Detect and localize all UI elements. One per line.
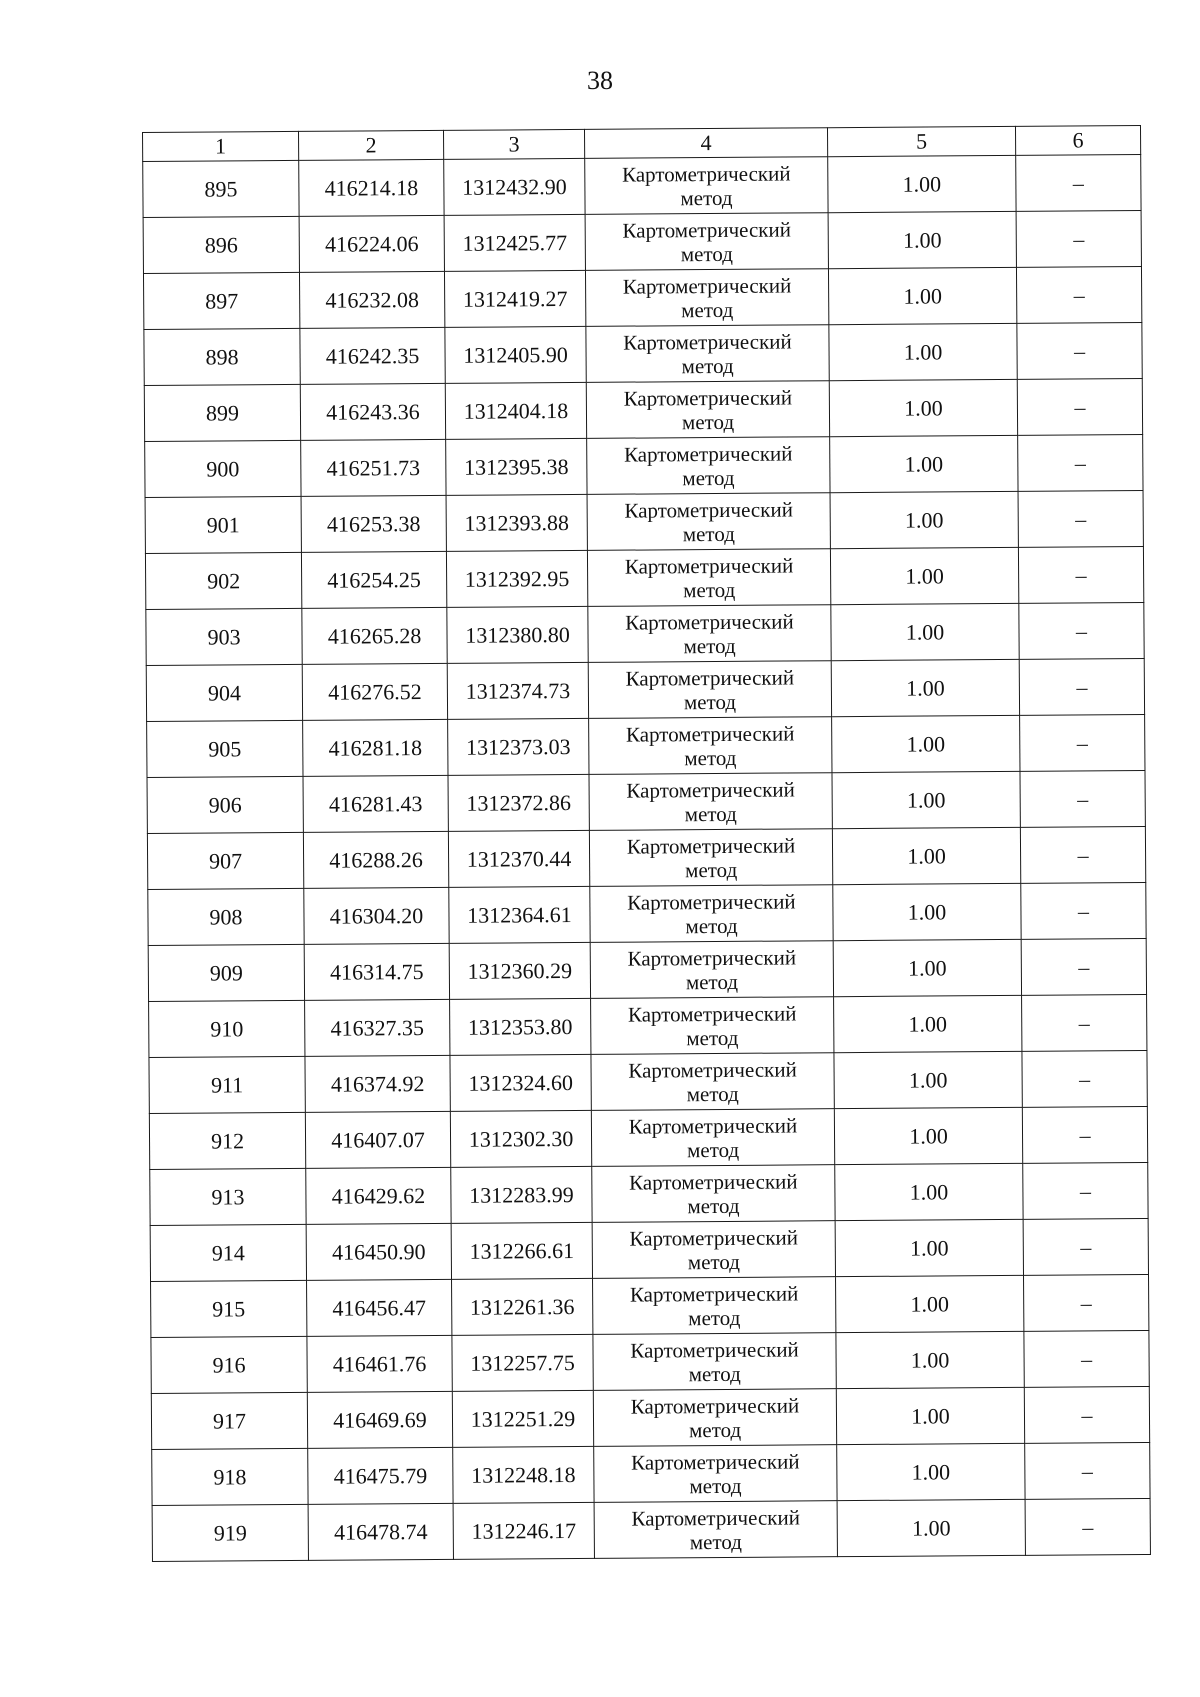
accuracy-cell: 1.00 <box>835 1219 1023 1276</box>
table-row <box>151 1386 1149 1449</box>
accuracy-cell: 1.00 <box>836 1275 1024 1332</box>
coord-x-cell: 416429.62 <box>306 1167 451 1224</box>
accuracy-cell: 1.00 <box>832 715 1020 772</box>
method-line-2: метод <box>685 969 739 994</box>
table-row <box>148 939 1146 1002</box>
coord-x-cell: 416327.35 <box>305 999 450 1056</box>
point-number-cell: 895 <box>143 160 299 217</box>
method-line-1: Картометрический <box>624 496 793 523</box>
note-cell: – <box>1019 659 1144 716</box>
coord-x-cell: 416243.36 <box>300 383 445 440</box>
coordinates-table <box>142 125 1151 1562</box>
method-line-2: метод <box>681 409 735 434</box>
accuracy-cell: 1.00 <box>829 379 1017 436</box>
accuracy-cell: 1.00 <box>837 1499 1025 1556</box>
coord-x-cell: 416374.92 <box>305 1055 450 1112</box>
table-row <box>152 1442 1150 1505</box>
coord-y-cell: 1312374.73 <box>447 662 588 719</box>
coord-y-cell: 1312246.17 <box>453 1502 594 1559</box>
method-line-1: Картометрический <box>630 1448 800 1475</box>
coord-x-cell: 416276.52 <box>302 663 447 720</box>
note-cell: – <box>1022 1107 1147 1164</box>
column-header-6: 6 <box>1015 126 1140 156</box>
table-row <box>149 1107 1147 1170</box>
method-cell <box>591 997 834 1055</box>
coord-y-cell: 1312380.80 <box>447 606 588 663</box>
accuracy-cell: 1.00 <box>836 1387 1024 1444</box>
point-number-cell: 898 <box>144 328 300 385</box>
point-number-cell: 910 <box>149 1000 305 1057</box>
table-row <box>147 827 1145 890</box>
method-line-2: метод <box>685 913 738 938</box>
note-cell: – <box>1016 155 1141 212</box>
point-number-cell: 904 <box>146 664 302 721</box>
table-row <box>148 883 1146 946</box>
point-number-cell: 914 <box>150 1224 306 1281</box>
method-line-2: метод <box>688 1361 741 1386</box>
method-line-1: Картометрический <box>622 216 792 243</box>
accuracy-cell: 1.00 <box>830 491 1018 548</box>
accuracy-cell: 1.00 <box>830 547 1018 604</box>
coord-x-cell: 416242.35 <box>300 327 445 384</box>
coord-y-cell: 1312360.29 <box>449 942 590 999</box>
point-number-cell: 915 <box>151 1280 307 1337</box>
method-line-1: Картометрический <box>625 720 795 747</box>
coord-y-cell: 1312373.03 <box>448 718 589 775</box>
method-line-2: метод <box>684 801 737 826</box>
coord-y-cell: 1312405.90 <box>445 326 586 383</box>
table-row <box>145 491 1143 554</box>
note-cell: – <box>1024 1386 1149 1443</box>
point-number-cell: 919 <box>152 1504 308 1561</box>
coord-x-cell: 416253.38 <box>301 495 446 552</box>
method-line-2: метод <box>687 1249 741 1274</box>
note-cell: – <box>1020 771 1145 828</box>
method-line-2: метод <box>689 1529 742 1554</box>
method-line-2: метод <box>683 633 736 658</box>
method-line-1: Картометрический <box>626 776 795 803</box>
table-row <box>147 715 1145 778</box>
method-line-1: Картометрический <box>621 160 791 187</box>
coord-y-cell: 1312257.75 <box>452 1334 593 1391</box>
table-row <box>144 323 1142 386</box>
method-line-1: Картометрический <box>622 272 792 299</box>
coord-y-cell: 1312364.61 <box>449 886 590 943</box>
coord-x-cell: 416461.76 <box>307 1335 452 1392</box>
table-row <box>149 1051 1147 1114</box>
method-line-2: метод <box>680 241 733 266</box>
point-number-cell: 907 <box>147 832 303 889</box>
coord-y-cell: 1312404.18 <box>445 382 586 439</box>
table-body <box>143 155 1151 1562</box>
accuracy-cell: 1.00 <box>834 1051 1022 1108</box>
accuracy-cell: 1.00 <box>835 1163 1023 1220</box>
method-line-2: метод <box>688 1305 741 1330</box>
method-line-1: Картометрический <box>625 608 794 635</box>
method-line-1: Картометрический <box>628 1056 797 1083</box>
point-number-cell: 918 <box>152 1448 308 1505</box>
coord-y-cell: 1312251.29 <box>452 1390 593 1447</box>
method-line-1: Картометрический <box>627 1000 797 1027</box>
method-line-1: Картометрический <box>631 1504 801 1531</box>
accuracy-cell: 1.00 <box>831 603 1019 660</box>
method-cell <box>589 773 832 831</box>
accuracy-cell: 1.00 <box>833 939 1021 996</box>
method-line-1: Картометрический <box>624 552 794 579</box>
note-cell: – <box>1024 1275 1149 1332</box>
method-line-2: метод <box>680 185 733 210</box>
coord-x-cell: 416450.90 <box>306 1223 451 1280</box>
coord-x-cell: 416407.07 <box>305 1111 450 1168</box>
table-row <box>150 1219 1148 1282</box>
accuracy-cell: 1.00 <box>828 267 1016 324</box>
table-row <box>152 1498 1150 1561</box>
accuracy-cell: 1.00 <box>834 995 1022 1052</box>
method-line-1: Картометрический <box>627 888 796 915</box>
method-line-1: Картометрический <box>623 440 793 467</box>
point-number-cell: 899 <box>144 384 300 441</box>
accuracy-cell: 1.00 <box>837 1443 1025 1500</box>
method-cell <box>593 1333 836 1391</box>
point-number-cell: 909 <box>148 944 304 1001</box>
coord-y-cell: 1312425.77 <box>444 214 585 271</box>
table-row <box>151 1330 1149 1393</box>
method-cell <box>585 269 828 327</box>
method-cell <box>586 325 829 383</box>
method-line-1: Картометрический <box>623 328 792 355</box>
point-number-cell: 902 <box>145 552 301 609</box>
method-line-1: Картометрический <box>630 1336 799 1363</box>
note-cell: – <box>1020 827 1145 884</box>
method-cell <box>588 661 831 719</box>
accuracy-cell: 1.00 <box>834 1107 1022 1164</box>
point-number-cell: 903 <box>146 608 302 665</box>
coord-y-cell: 1312266.61 <box>451 1222 592 1279</box>
method-line-2: метод <box>686 1137 740 1162</box>
accuracy-cell: 1.00 <box>832 771 1020 828</box>
table-row <box>143 211 1141 274</box>
method-cell <box>593 1389 836 1447</box>
coord-x-cell: 416224.06 <box>299 215 444 272</box>
method-line-2: метод <box>685 857 738 882</box>
method-line-1: Картометрический <box>629 1280 799 1307</box>
point-number-cell: 900 <box>145 440 301 497</box>
accuracy-cell: 1.00 <box>832 827 1020 884</box>
coord-y-cell: 1312302.30 <box>450 1110 591 1167</box>
method-cell <box>592 1221 835 1279</box>
point-number-cell: 913 <box>150 1168 306 1225</box>
method-line-2: метод <box>683 689 737 714</box>
method-cell <box>588 605 831 663</box>
note-cell: – <box>1018 435 1143 492</box>
coord-x-cell: 416214.18 <box>299 159 444 216</box>
table-row <box>149 995 1147 1058</box>
method-cell <box>594 1501 837 1559</box>
coord-y-cell: 1312324.60 <box>450 1054 591 1111</box>
coord-x-cell: 416251.73 <box>301 439 446 496</box>
note-cell: – <box>1020 715 1145 772</box>
method-cell <box>590 885 833 943</box>
coord-y-cell: 1312393.88 <box>446 494 587 551</box>
method-line-2: метод <box>682 465 735 490</box>
method-line-1: Картометрический <box>623 384 793 411</box>
coord-y-cell: 1312261.36 <box>452 1278 593 1335</box>
table-row <box>146 603 1144 666</box>
coord-y-cell: 1312372.86 <box>448 774 589 831</box>
method-line-2: метод <box>689 1473 742 1498</box>
column-header-1: 1 <box>143 131 299 161</box>
point-number-cell: 911 <box>149 1056 305 1113</box>
note-cell: – <box>1023 1219 1148 1276</box>
method-line-1: Картометрический <box>627 944 797 971</box>
note-cell: – <box>1016 211 1141 268</box>
method-line-1: Картометрический <box>628 1112 798 1139</box>
method-cell <box>585 157 828 215</box>
coord-x-cell: 416304.20 <box>304 887 449 944</box>
point-number-cell: 901 <box>145 496 301 553</box>
note-cell: – <box>1023 1163 1148 1220</box>
accuracy-cell: 1.00 <box>833 883 1021 940</box>
point-number-cell: 906 <box>147 776 303 833</box>
note-cell: – <box>1017 323 1142 380</box>
note-cell: – <box>1018 491 1143 548</box>
coord-y-cell: 1312432.90 <box>444 158 585 215</box>
coord-y-cell: 1312283.99 <box>451 1166 592 1223</box>
table-row <box>146 659 1144 722</box>
coord-x-cell: 416478.74 <box>308 1503 453 1560</box>
column-header-3: 3 <box>443 129 584 159</box>
accuracy-cell: 1.00 <box>830 435 1018 492</box>
method-cell <box>586 381 829 439</box>
method-line-1: Картометрический <box>629 1168 798 1195</box>
method-cell <box>585 213 828 271</box>
table-row <box>150 1163 1148 1226</box>
coord-x-cell: 416456.47 <box>307 1279 452 1336</box>
coord-x-cell: 416281.18 <box>303 719 448 776</box>
point-number-cell: 905 <box>147 720 303 777</box>
method-cell <box>589 829 832 887</box>
method-line-1: Картометрический <box>625 664 795 691</box>
method-line-1: Картометрический <box>629 1224 799 1251</box>
table-row <box>145 547 1143 610</box>
point-number-cell: 917 <box>151 1392 307 1449</box>
table-row <box>144 379 1142 442</box>
method-cell <box>587 549 830 607</box>
accuracy-cell: 1.00 <box>828 155 1016 212</box>
method-line-2: метод <box>682 521 735 546</box>
note-cell: – <box>1022 995 1147 1052</box>
note-cell: – <box>1021 939 1146 996</box>
method-cell <box>590 941 833 999</box>
coord-x-cell: 416475.79 <box>308 1447 453 1504</box>
page-number: 38 <box>587 66 613 95</box>
method-line-2: метод <box>686 1025 739 1050</box>
coord-x-cell: 416232.08 <box>299 271 444 328</box>
coord-y-cell: 1312353.80 <box>450 998 591 1055</box>
accuracy-cell: 1.00 <box>829 323 1017 380</box>
method-cell <box>593 1277 836 1335</box>
method-line-2: метод <box>681 297 734 322</box>
method-line-1: Картометрический <box>630 1392 800 1419</box>
coord-x-cell: 416469.69 <box>307 1391 452 1448</box>
coord-x-cell: 416288.26 <box>303 831 448 888</box>
method-line-2: метод <box>684 745 737 770</box>
method-cell <box>594 1445 837 1503</box>
note-cell: – <box>1018 547 1143 604</box>
column-header-5: 5 <box>827 126 1015 156</box>
method-line-1: Картометрический <box>626 832 796 859</box>
point-number-cell: 912 <box>149 1112 305 1169</box>
method-line-2: метод <box>687 1193 740 1218</box>
method-line-2: метод <box>686 1081 739 1106</box>
method-cell <box>592 1165 835 1223</box>
accuracy-cell: 1.00 <box>831 659 1019 716</box>
note-cell: – <box>1019 603 1144 660</box>
table-row <box>143 155 1141 218</box>
note-cell: – <box>1016 267 1141 324</box>
column-header-2: 2 <box>298 130 443 160</box>
method-cell <box>591 1109 834 1167</box>
method-line-2: метод <box>683 577 736 602</box>
accuracy-cell: 1.00 <box>836 1331 1024 1388</box>
note-cell: – <box>1022 1051 1147 1108</box>
accuracy-cell: 1.00 <box>828 211 1016 268</box>
method-cell <box>589 717 832 775</box>
point-number-cell: 916 <box>151 1336 307 1393</box>
table-row <box>147 771 1145 834</box>
coord-y-cell: 1312370.44 <box>448 830 589 887</box>
point-number-cell: 908 <box>148 888 304 945</box>
coord-x-cell: 416281.43 <box>303 775 448 832</box>
method-cell <box>587 437 830 495</box>
note-cell: – <box>1024 1330 1149 1387</box>
note-cell: – <box>1025 1442 1150 1499</box>
coord-x-cell: 416265.28 <box>302 607 447 664</box>
table-row <box>145 435 1143 498</box>
coord-y-cell: 1312419.27 <box>444 270 585 327</box>
table-row <box>151 1275 1149 1338</box>
coord-y-cell: 1312248.18 <box>453 1446 594 1503</box>
method-line-2: метод <box>681 353 734 378</box>
coord-x-cell: 416254.25 <box>301 551 446 608</box>
method-cell <box>591 1053 834 1111</box>
column-header-4: 4 <box>584 128 827 159</box>
coord-x-cell: 416314.75 <box>304 943 449 1000</box>
method-cell <box>587 493 830 551</box>
method-line-2: метод <box>688 1417 742 1442</box>
note-cell: – <box>1021 883 1146 940</box>
table-row <box>143 267 1141 330</box>
point-number-cell: 896 <box>143 216 299 273</box>
note-cell: – <box>1017 379 1142 436</box>
note-cell: – <box>1025 1498 1150 1555</box>
coord-y-cell: 1312395.38 <box>446 438 587 495</box>
coord-y-cell: 1312392.95 <box>446 550 587 607</box>
point-number-cell: 897 <box>143 272 299 329</box>
